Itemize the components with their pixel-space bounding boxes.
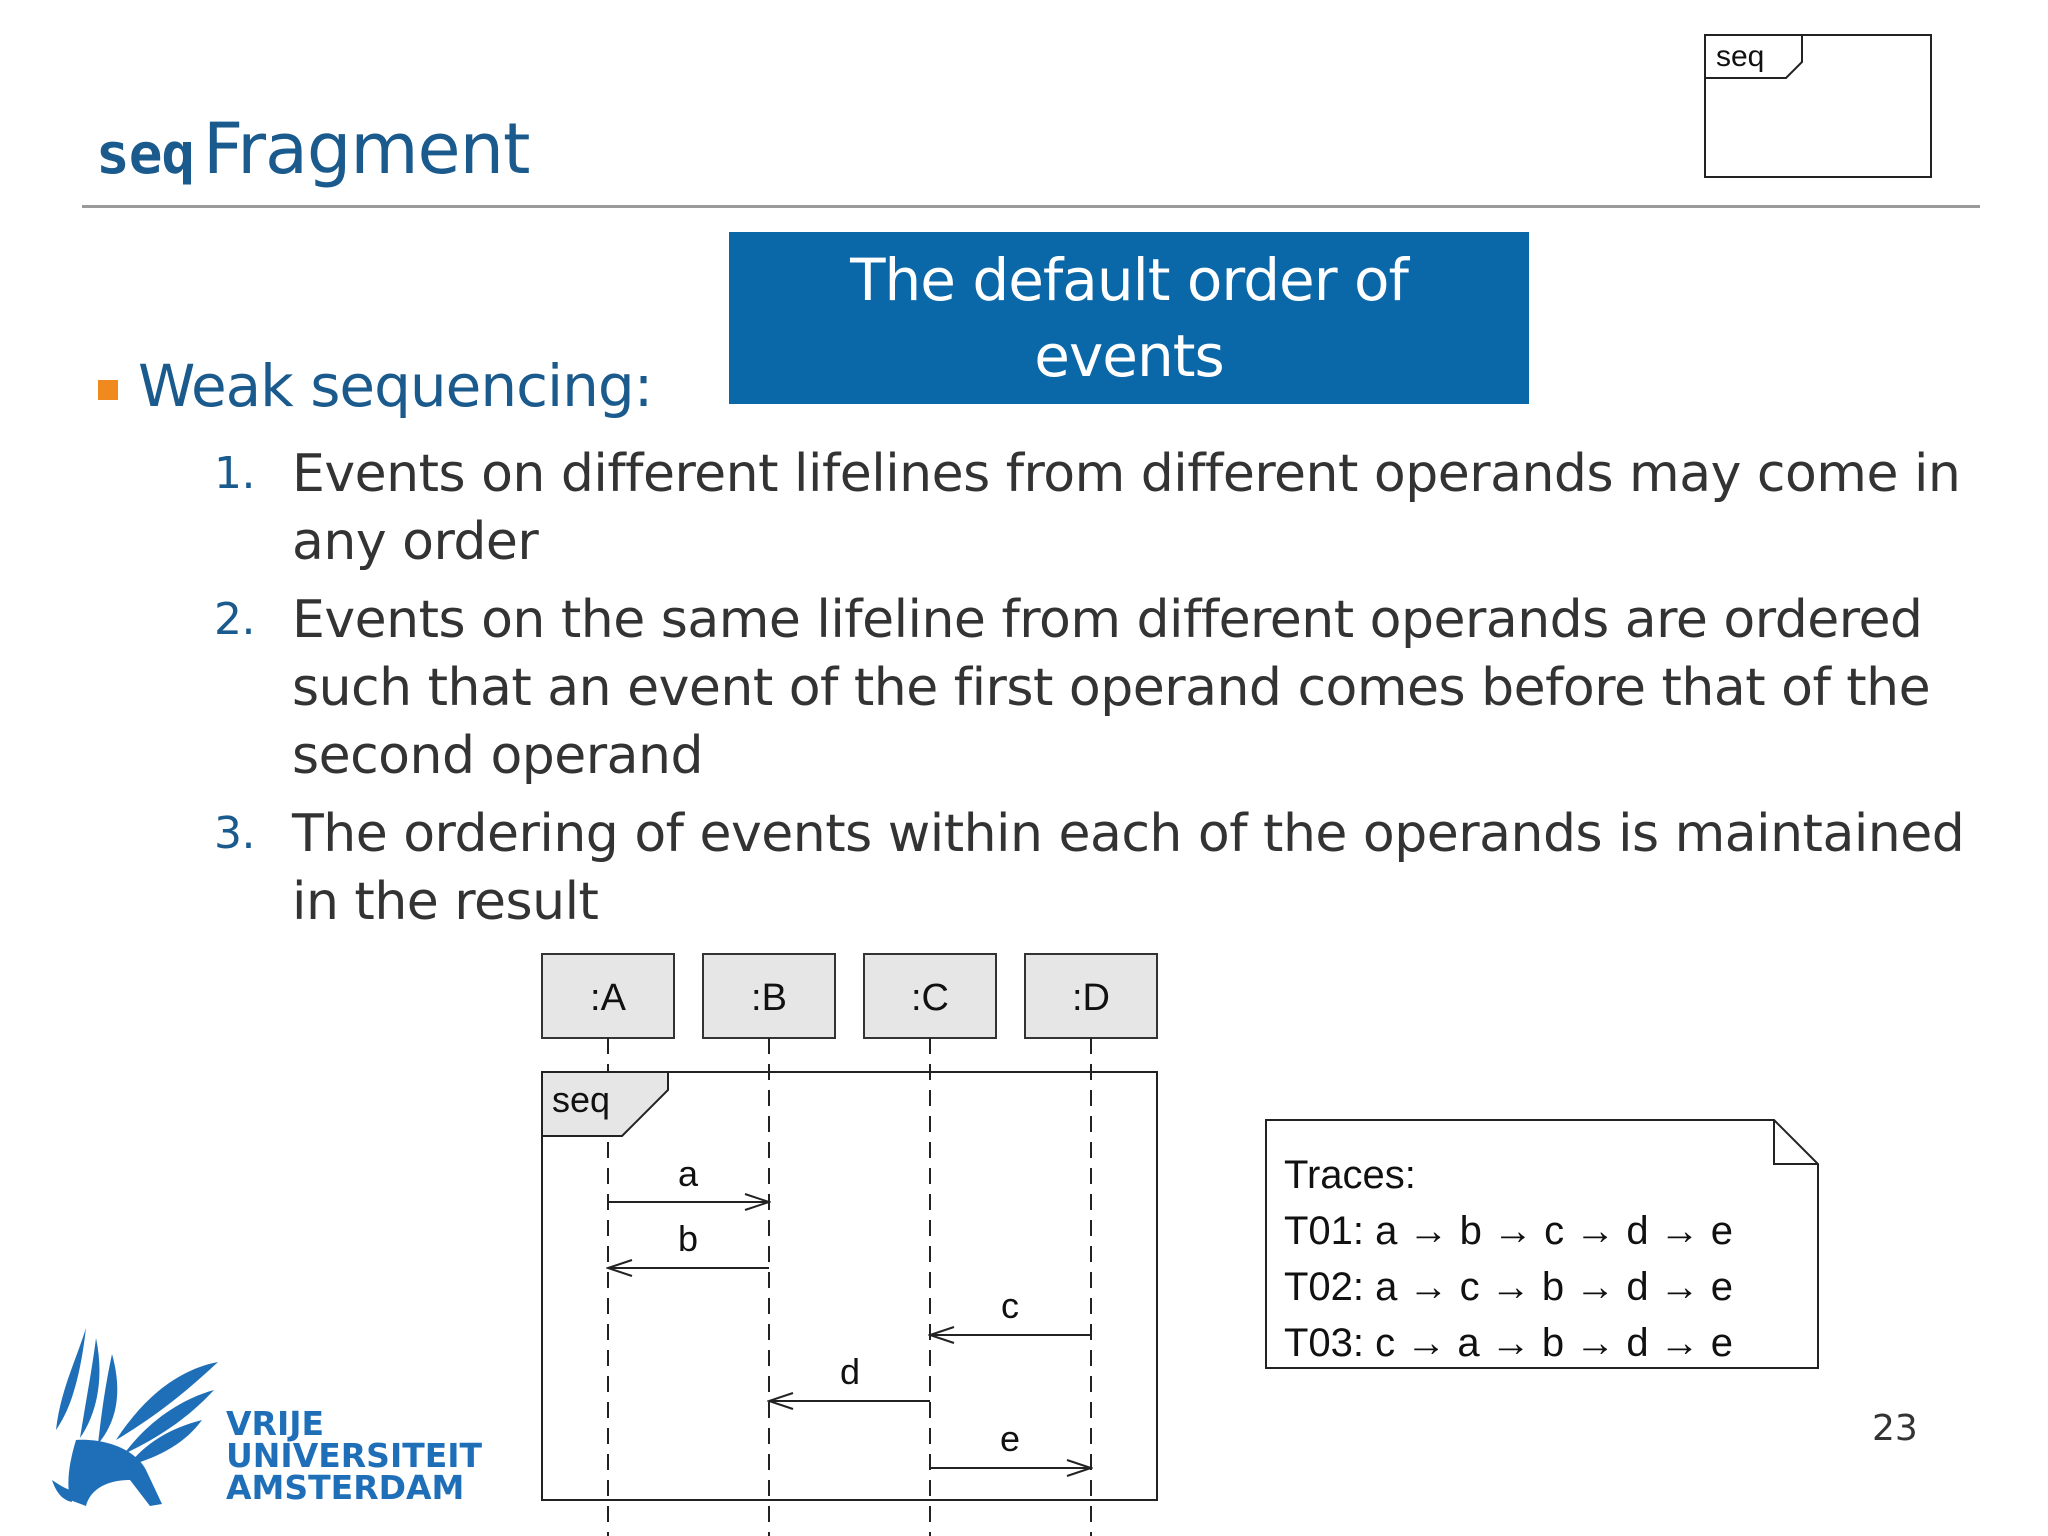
- trace-line: T02: a → c → b → d → e: [1284, 1265, 1734, 1309]
- lifeline-b-label: :B: [751, 977, 787, 1019]
- list-number: 3.: [214, 808, 255, 859]
- list-number: 2.: [214, 594, 255, 645]
- lifeline-c-label: :C: [911, 977, 949, 1019]
- message-c: [930, 1285, 1091, 1335]
- lifeline-a: [542, 954, 674, 1536]
- slide-title-code: seq: [96, 122, 195, 187]
- seq-fragment-icon: [1704, 34, 1932, 178]
- griffin-logo-icon: [46, 1320, 226, 1520]
- lifeline-a-label: :A: [590, 977, 626, 1019]
- bullet-heading: Weak sequencing:: [138, 352, 653, 420]
- lifeline-d: [1025, 954, 1157, 1536]
- title-divider: [82, 205, 1980, 208]
- traces-note: [1262, 1116, 1822, 1372]
- logo-line: AMSTERDAM: [226, 1468, 465, 1507]
- message-e-label: e: [999, 1418, 1021, 1459]
- sequence-diagram: [530, 940, 1190, 1536]
- list-number: 1.: [214, 448, 255, 499]
- logo-line: UNIVERSITEIT: [226, 1436, 483, 1475]
- rules-list: [214, 440, 2014, 946]
- bullet-square-icon: [98, 380, 118, 400]
- fragment-label: seq: [552, 1079, 611, 1120]
- logo-line: VRIJE: [226, 1404, 325, 1443]
- list-item: [214, 800, 2014, 936]
- traces-title: Traces:: [1284, 1153, 1416, 1197]
- message-b-label: b: [677, 1218, 699, 1259]
- message-c-label: c: [1001, 1285, 1019, 1326]
- message-e: [930, 1418, 1091, 1468]
- lifeline-c: [864, 954, 996, 1536]
- university-logo: [46, 1320, 483, 1520]
- logo-wordmark: [226, 1404, 483, 1507]
- lifeline-d-label: :D: [1072, 977, 1110, 1019]
- list-text: The ordering of events within each of the operands is maintained in the result: [292, 804, 1965, 932]
- lifeline-b: [703, 954, 835, 1536]
- message-b: [608, 1218, 769, 1268]
- list-text: Events on different lifelines from different operands may come in any order: [292, 444, 1961, 572]
- message-d-label: d: [839, 1351, 861, 1392]
- slide-title: [96, 108, 529, 190]
- trace-line: T01: a → b → c → d → e: [1284, 1209, 1734, 1253]
- callout-box: The default order of events: [729, 232, 1529, 404]
- fragment-tab-label: seq: [1716, 40, 1765, 73]
- list-item: [214, 440, 2014, 576]
- list-text: Events on the same lifeline from different operands are ordered such that an event of the first operand comes before that of the second operand: [292, 590, 1931, 786]
- page-number: 23: [1872, 1408, 1918, 1449]
- trace-line: T03: c → a → b → d → e: [1284, 1321, 1734, 1365]
- message-a: [608, 1153, 769, 1202]
- slide-title-word: Fragment: [203, 108, 530, 190]
- message-a-label: a: [677, 1153, 699, 1194]
- message-d: [769, 1351, 930, 1401]
- list-item: [214, 586, 2014, 790]
- seq-fragment-frame: [542, 1072, 1157, 1500]
